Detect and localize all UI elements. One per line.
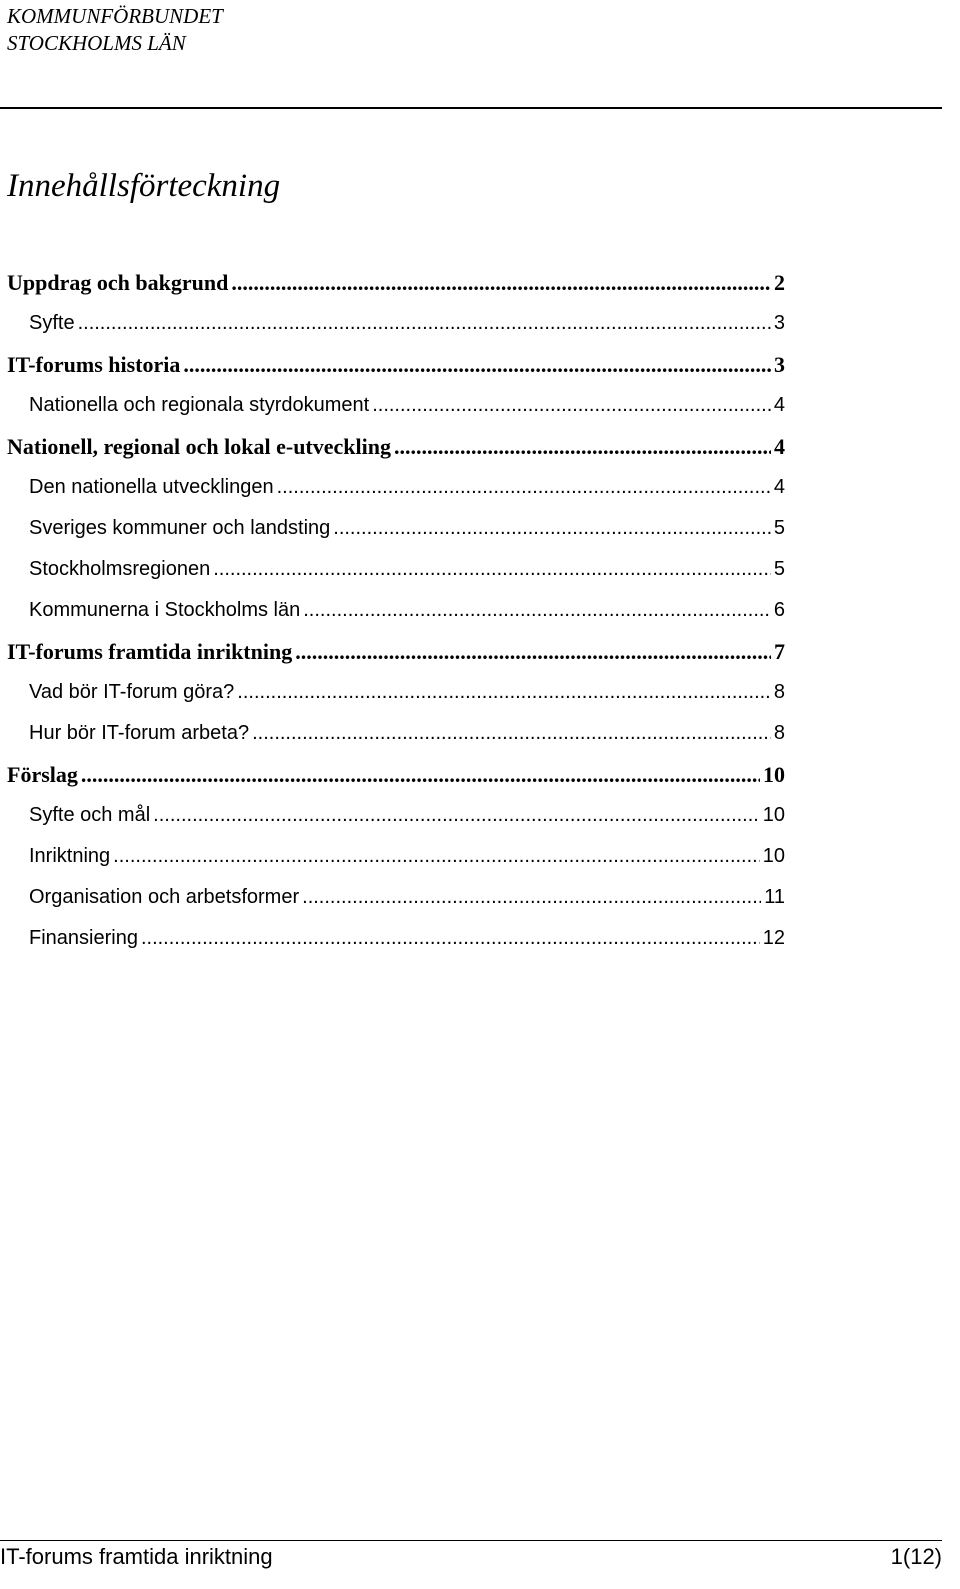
toc-entry-text: Kommunerna i Stockholms län	[29, 599, 301, 621]
toc-entry[interactable]	[0, 672, 785, 713]
toc-entry-page: 5	[773, 517, 785, 539]
toc-entry-page: 3	[774, 351, 785, 377]
toc-dot-leader	[295, 639, 771, 665]
toc-entry-text: Syfte	[29, 312, 75, 334]
toc-dot-leader	[333, 517, 771, 540]
toc-entry-text: IT-forums framtida inriktning	[7, 638, 293, 664]
header-divider	[0, 107, 942, 109]
toc-entry-text: Förslag	[7, 761, 78, 787]
toc-dot-leader	[277, 476, 771, 499]
toc-entry-text: Nationella och regionala styrdokument	[29, 394, 370, 416]
toc-dot-leader	[213, 558, 771, 581]
toc-entry[interactable]	[0, 590, 785, 631]
toc-entry-text: Inriktning	[29, 845, 111, 867]
toc-entry[interactable]	[0, 877, 785, 918]
toc-dot-leader	[113, 845, 760, 868]
toc-dot-leader	[237, 681, 771, 704]
toc-dot-leader	[183, 352, 771, 378]
toc-entry[interactable]	[0, 467, 785, 508]
toc-entry[interactable]	[0, 426, 785, 467]
toc-entry-text: IT-forums historia	[7, 351, 181, 377]
toc-entry-text: Den nationella utvecklingen	[29, 476, 274, 498]
page-footer	[0, 1542, 942, 1572]
toc-entry-page: 8	[773, 722, 785, 744]
toc-entry-page: 6	[773, 599, 785, 621]
toc-dot-leader	[302, 886, 761, 909]
toc-entry-page: 10	[763, 761, 785, 787]
toc-entry-text: Hur bör IT-forum arbeta?	[29, 722, 250, 744]
toc-entry-text: Vad bör IT-forum göra?	[29, 681, 235, 703]
toc-entry[interactable]	[0, 631, 785, 672]
toc-title: Innehållsförteckning	[7, 168, 281, 204]
toc-entry-page: 2	[774, 269, 785, 295]
organization-name-line-1: KOMMUNFÖRBUNDET	[7, 4, 223, 28]
footer-page-number: 1(12)	[890, 1544, 942, 1569]
toc-entry-page: 4	[774, 433, 785, 459]
footer-document-title: IT-forums framtida inriktning	[0, 1544, 273, 1569]
toc-entry-page: 12	[762, 927, 785, 949]
table-of-contents	[0, 262, 785, 959]
toc-dot-leader	[81, 762, 760, 788]
toc-entry-page: 7	[774, 638, 785, 664]
toc-dot-leader	[231, 270, 771, 296]
toc-entry[interactable]	[0, 385, 785, 426]
toc-entry-text: Nationell, regional och lokal e-utveckling	[7, 433, 391, 459]
toc-entry-page: 10	[762, 845, 785, 867]
toc-entry-text: Organisation och arbetsformer	[29, 886, 300, 908]
toc-entry-page: 5	[773, 558, 785, 580]
toc-entry-text: Stockholmsregionen	[29, 558, 211, 580]
toc-entry-text: Uppdrag och bakgrund	[7, 269, 229, 295]
toc-dot-leader	[153, 804, 760, 827]
toc-dot-leader	[141, 927, 760, 950]
toc-entry-page: 4	[773, 394, 785, 416]
toc-entry[interactable]	[0, 795, 785, 836]
toc-entry[interactable]	[0, 754, 785, 795]
toc-dot-leader	[78, 312, 771, 335]
toc-entry-page: 3	[773, 312, 785, 334]
organization-name	[7, 3, 223, 57]
toc-dot-leader	[252, 722, 771, 745]
toc-entry[interactable]	[0, 918, 785, 959]
toc-entry[interactable]	[0, 836, 785, 877]
toc-entry[interactable]	[0, 344, 785, 385]
toc-entry-text: Finansiering	[29, 927, 138, 949]
toc-entry[interactable]	[0, 713, 785, 754]
toc-entry[interactable]	[0, 508, 785, 549]
footer-divider	[0, 1540, 942, 1541]
toc-dot-leader	[394, 434, 771, 460]
toc-entry-page: 4	[773, 476, 785, 498]
toc-entry[interactable]	[0, 262, 785, 303]
organization-name-line-2: STOCKHOLMS LÄN	[7, 31, 186, 55]
toc-entry-text: Sveriges kommuner och landsting	[29, 517, 331, 539]
toc-entry-page: 10	[762, 804, 785, 826]
toc-entry[interactable]	[0, 549, 785, 590]
toc-dot-leader	[303, 599, 771, 622]
toc-entry-text: Syfte och mål	[29, 804, 151, 826]
toc-dot-leader	[372, 394, 771, 417]
toc-entry-page: 11	[764, 886, 785, 908]
toc-entry-page: 8	[773, 681, 785, 703]
toc-entry[interactable]	[0, 303, 785, 344]
